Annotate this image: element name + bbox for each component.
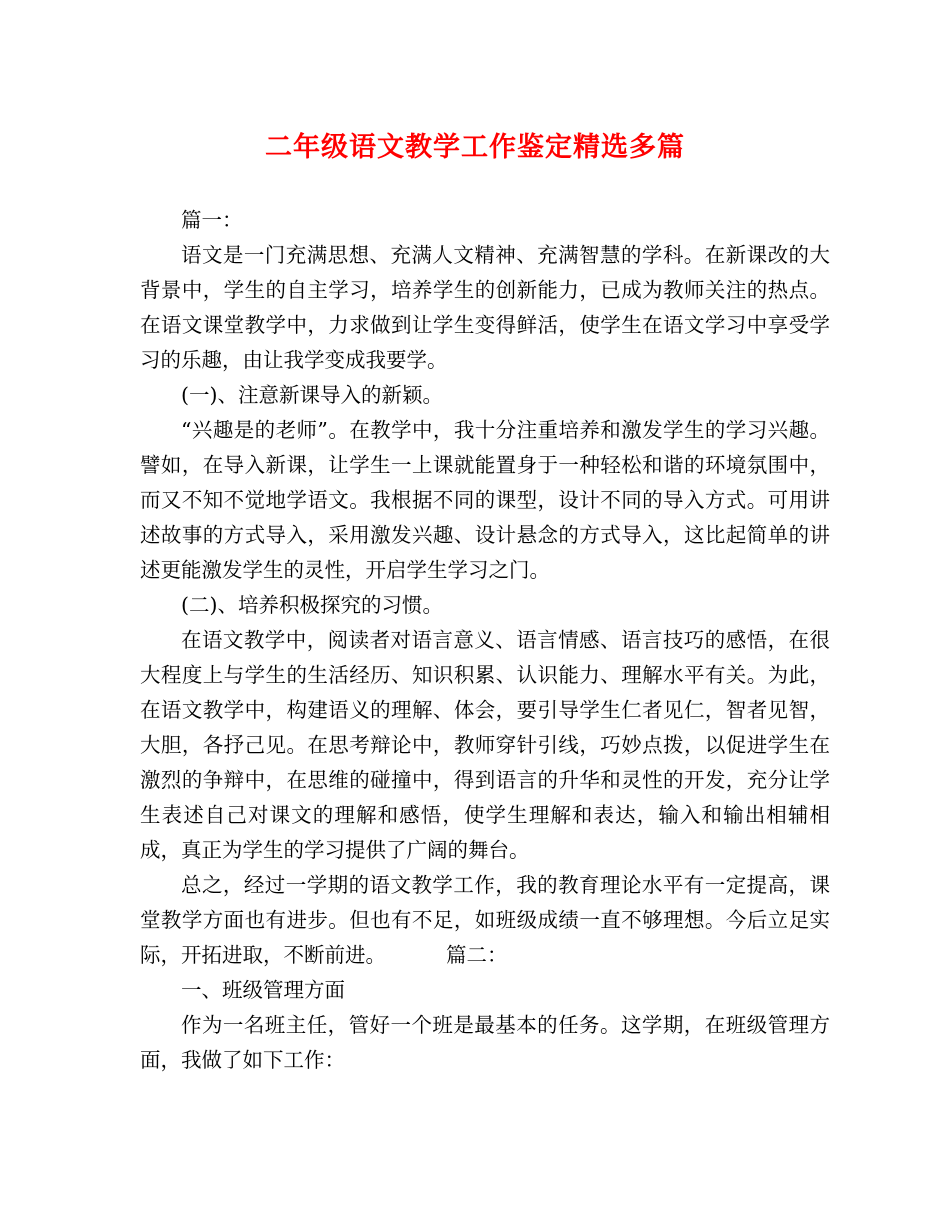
document-title: 二年级语文教学工作鉴定精选多篇	[265, 132, 685, 163]
paragraph: (一)、注意新课导入的新颖。	[181, 383, 443, 407]
paragraph-text: 总之，经过一学期的语文教学工作，我的教育理论水平有一定提高，课堂教学方面也有进步。但也有不足，如班级成绩一直不够理想。今后立足实际，开拓进取，不断前进。	[140, 873, 830, 967]
paragraph: 在语文教学中，阅读者对语言意义、语言情感、语言技巧的感悟，在很大程度上与学生的生活经历、知识积累、认识能力、理解水平有关。为此，在语文教学中，构建语义的理解、体会，要引导学生仁者见仁，智者见智，大胆，各抒己见。在思考辩论中，教师穿针引线，巧妙点拨，以促进学生在激烈的争辩中，在思维的碰撞中，得到语言的升华和灵性的开发，充分让学生表述自己对课文的理解和感悟，使学生理解和表达，输入和输出相辅相成，真正为学生的学习提供了广阔的舞台。	[140, 628, 830, 862]
paragraph: 篇一：	[181, 208, 243, 232]
section-heading: 篇二：	[446, 943, 508, 967]
paragraph: “兴趣是的老师”。在教学中，我十分注重培养和激发学生的学习兴趣。譬如，在导入新课，让学生一上课就能置身于一种轻松和谐的环境氛围中，而又不知不觉地学语文。我根据不同的课型，设计不同的导入方式。可用讲述故事的方式导入，采用激发兴趣、设计悬念的方式导入，这比起简单的讲述更能激发学生的灵性，开启学生学习之门。	[140, 418, 830, 582]
paragraph: 作为一名班主任，管好一个班是最基本的任务。这学期，在班级管理方面，我做了如下工作：	[140, 1013, 830, 1072]
paragraph: 语文是一门充满思想、充满人文精神、充满智慧的学科。在新课改的大背景中，学生的自主学习，培养学生的创新能力，已成为教师关注的热点。在语文课堂教学中，力求做到让学生变得鲜活，使学生在语文学习中享受学习的乐趣，由让我学变成我要学。	[140, 243, 830, 372]
paragraph: 一、班级管理方面	[181, 978, 345, 1002]
paragraph: (二)、培养积极探究的习惯。	[181, 593, 443, 617]
paragraph	[140, 868, 830, 973]
document-body	[140, 203, 830, 1078]
